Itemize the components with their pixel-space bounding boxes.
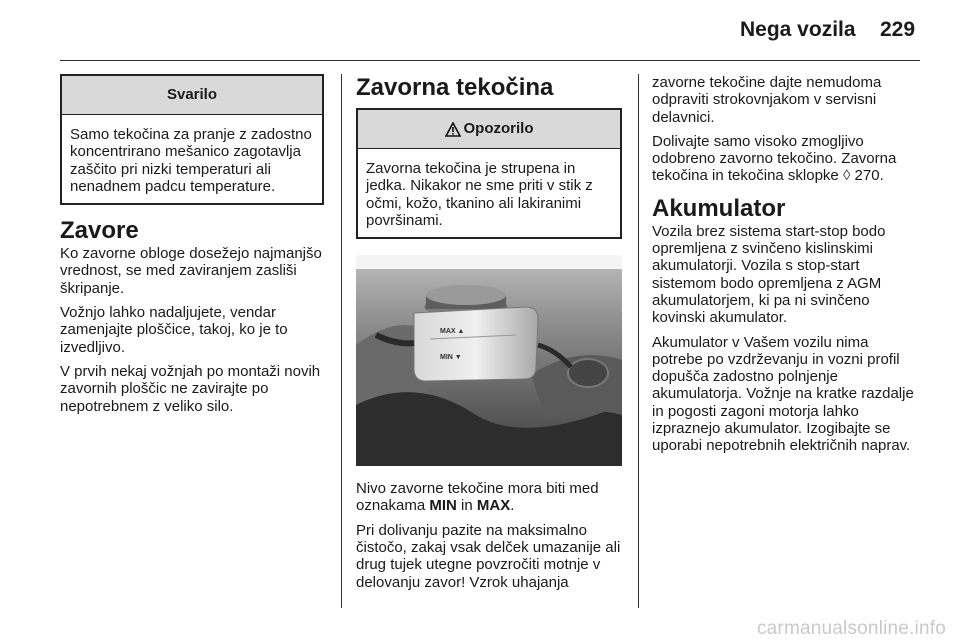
leak-paragraph: zavorne tekočine dajte nemudoma odpraviti strokovnjakom v servisni delavnici. xyxy=(652,74,882,126)
column-divider-right xyxy=(638,74,639,608)
notice-box xyxy=(60,74,324,205)
battery-heading: Akumulator xyxy=(652,194,786,222)
notice-title: Svarilo xyxy=(62,76,322,115)
column-middle xyxy=(356,74,622,598)
warning-title: Opozorilo xyxy=(463,120,534,137)
level-text-mid: in xyxy=(456,497,477,515)
page-header-title: Nega vozila xyxy=(740,18,856,41)
page-reference-icon: ◊ xyxy=(842,167,851,185)
page-number: 229 xyxy=(880,18,916,41)
brake-fluid-heading: Zavorna tekočina xyxy=(356,74,554,101)
brakes-paragraph-2: Vožnjo lahko nadaljujete, vendar zamenjajte ploščice, takoj, ko je to izvedljivo. xyxy=(60,304,288,356)
notice-text: Samo tekočina za pranje z zadostno koncentrirano mešanico zagotavlja zaščito pri nizki temperaturi ali nenadnem padcu temperature. xyxy=(70,126,312,195)
min-mark-text: MIN xyxy=(429,497,457,515)
column-right xyxy=(652,74,922,462)
brake-fluid-reservoir-photo xyxy=(356,255,622,466)
level-text-before: Nivo zavorne tekočine mora biti med oznakama xyxy=(356,480,599,515)
level-text-after: . xyxy=(510,497,515,515)
warning-text: Zavorna tekočina je strupena in jedka. Nikakor ne sme priti v stik z očmi, kožo, tkanino ali lakiranimi površinami. xyxy=(366,160,593,229)
max-mark-label: MAX ▲ xyxy=(440,328,465,336)
brakes-paragraph-3: V prvih nekaj vožnjah po montaži novih zavornih ploščic ne zavirajte po nepotrebnem z veliko silo. xyxy=(60,362,321,415)
warning-triangle-icon xyxy=(445,122,461,137)
max-mark-text: MAX xyxy=(476,497,511,515)
page-reference-link[interactable]: 270. xyxy=(850,167,884,185)
fluid-spec-paragraph xyxy=(652,133,922,185)
fluid-level-paragraph xyxy=(356,480,622,515)
watermark: carmanualsonline.info xyxy=(756,618,946,639)
header-divider xyxy=(60,60,920,61)
brakes-paragraph-1: Ko zavorne obloge dosežejo najmanjšo vrednost, se med zaviranjem zasliši škripanje. xyxy=(60,245,322,297)
column-divider-left xyxy=(341,74,342,608)
warning-box xyxy=(356,108,622,239)
refill-paragraph: Pri dolivanju pazite na maksimalno čistočo, zakaj vsak delček umazanije ali drug tujek utegne povzročiti motnje v delovanju zavor! Vzrok uhajanja xyxy=(356,521,621,591)
battery-paragraph-2: Akumulator v Vašem vozilu nima potrebe po vzdrževanju in vozni profil dopušča zadostno polnjenje akumulatorja. Vožnje na kratke razdalje in pogosti zagoni motorja lahko izpraznejo akumulator. Izogibajte se uporabi nepotrebnih električnih naprav. xyxy=(652,333,914,455)
warning-header xyxy=(358,110,620,149)
fluid-spec-text: Dolivajte samo visoko zmogljivo odobreno zavorno tekočino. Zavorna tekočina in tekočina sklopke xyxy=(652,132,897,185)
min-mark-label: MIN ▼ xyxy=(440,354,462,362)
battery-paragraph-1: Vozila brez sistema start-stop bodo opremljena z svinčeno kislinskimi akumulatorji. Vozila s stop-start sistemom bodo opremljena z AGM akumulatorjem, ki pa ni svinčeno kovinski akumulator. xyxy=(652,222,886,327)
brakes-heading: Zavore xyxy=(60,217,139,245)
column-left xyxy=(60,74,324,422)
